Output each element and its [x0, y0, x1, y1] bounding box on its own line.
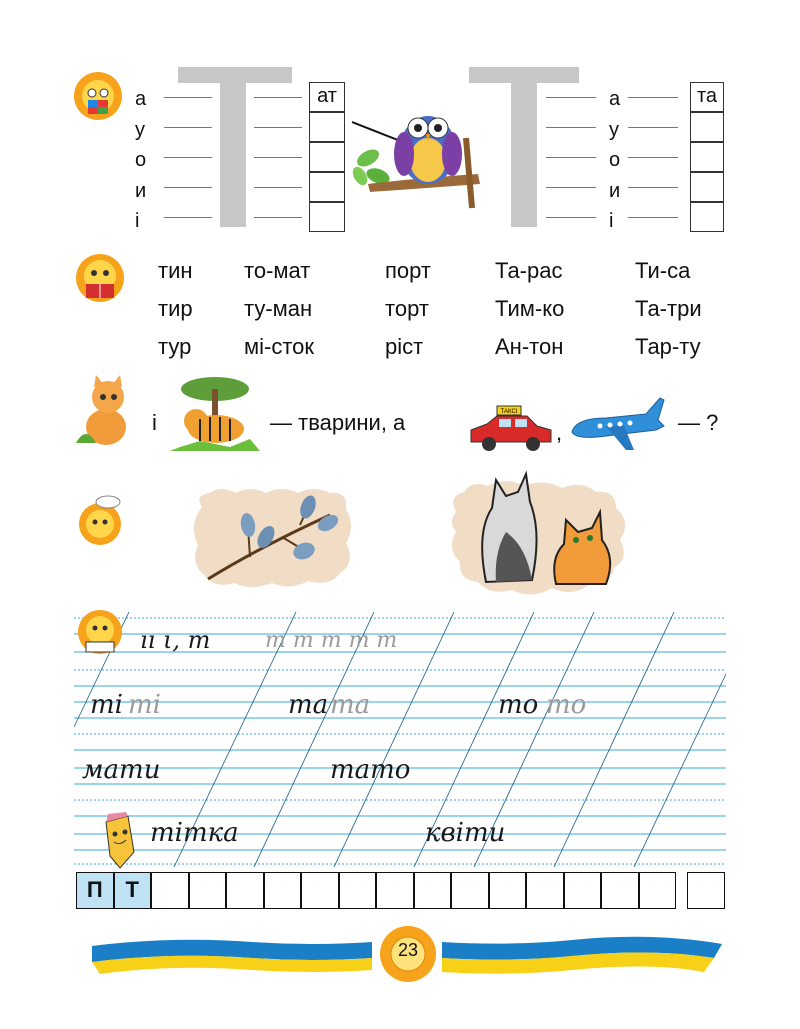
letter-cell[interactable]	[489, 872, 527, 909]
letter-cell[interactable]	[451, 872, 489, 909]
answer-box[interactable]	[309, 172, 345, 202]
reading-column	[244, 252, 314, 366]
answer-box[interactable]	[309, 112, 345, 142]
taxi-car-illustration	[467, 404, 555, 456]
letter-cell[interactable]	[376, 872, 414, 909]
riddle-ending: — ?	[678, 410, 719, 435]
left-vowel-column	[135, 84, 146, 237]
reading-word: Та-рас	[495, 258, 563, 283]
riddle-text: — тварини, а	[270, 410, 406, 435]
reading-word: ріст	[385, 334, 424, 359]
sun-mascot-thinking-icon	[74, 494, 126, 546]
reading-word: Тар-ту	[635, 334, 701, 359]
reading-word: тир	[158, 296, 193, 321]
vowel: о	[135, 149, 147, 171]
owl-on-branch-illustration	[348, 88, 490, 220]
reading-word: тур	[158, 334, 192, 359]
reading-word: тин	[158, 258, 193, 283]
cats-picture	[446, 462, 638, 608]
pussy-willow-picture	[190, 487, 355, 589]
reading-column	[635, 252, 702, 366]
vowel: а	[609, 88, 621, 110]
big-letter-t-stem	[511, 67, 537, 227]
cursive-syllable-trace: ті	[128, 690, 161, 720]
vowel: у	[135, 118, 145, 141]
reading-column	[385, 252, 431, 366]
answer-box[interactable]	[309, 202, 345, 232]
letter-cell[interactable]	[151, 872, 189, 909]
reading-column	[495, 252, 564, 366]
letter-cell[interactable]: П	[76, 872, 114, 909]
answer-box[interactable]: та	[690, 82, 724, 112]
cursive-word: квіти	[425, 818, 506, 848]
letter-cell[interactable]	[189, 872, 227, 909]
letter-cell[interactable]	[639, 872, 677, 909]
cursive-word: мати	[82, 755, 161, 785]
sun-mascot-writing-icon	[76, 608, 124, 656]
letter-cell[interactable]	[264, 872, 302, 909]
vowel: а	[135, 88, 147, 110]
pencil-mascot-icon	[98, 812, 140, 870]
sun-mascot-cube-icon	[72, 70, 124, 122]
vowel: і	[609, 210, 614, 232]
answer-box[interactable]	[690, 172, 724, 202]
cursive-sample-letters: ıı ι, т	[140, 626, 211, 654]
answer-box[interactable]	[690, 202, 724, 232]
reading-word: Ан-тон	[495, 334, 564, 359]
reading-word: порт	[385, 258, 431, 283]
cursive-syllable: то	[498, 690, 539, 720]
riddle-connector: і	[152, 410, 157, 435]
svg-text:ТАКСІ: ТАКСІ	[500, 409, 518, 415]
letter-cell[interactable]: Т	[114, 872, 152, 909]
answer-box[interactable]	[690, 112, 724, 142]
tiger-illustration	[170, 375, 260, 451]
page-number: 23	[397, 940, 419, 960]
answer-box[interactable]: ат	[309, 82, 345, 112]
cursive-syllable-trace: та	[330, 690, 371, 720]
answer-box[interactable]	[690, 142, 724, 172]
letter-cell[interactable]	[564, 872, 602, 909]
letter-cell[interactable]	[339, 872, 377, 909]
big-letter-t-stem	[220, 67, 246, 227]
reading-column	[158, 252, 193, 366]
sun-mascot-reading-icon	[74, 252, 126, 304]
cursive-syllable-trace: то	[546, 690, 587, 720]
reading-word: ту-ман	[244, 296, 313, 321]
reading-word: то-мат	[244, 258, 311, 283]
cursive-trace-letters: т т т т т	[265, 628, 398, 653]
riddle-comma: ,	[556, 420, 563, 445]
reading-word: Тим-ко	[495, 296, 565, 321]
vowel: у	[609, 118, 619, 141]
reading-word: Ти-са	[635, 258, 691, 283]
reading-word: торт	[385, 296, 429, 321]
vowel: и	[609, 179, 621, 202]
cursive-word: тато	[330, 755, 411, 785]
letter-cell[interactable]	[526, 872, 564, 909]
letter-cell[interactable]	[687, 872, 725, 909]
reading-word: мі-сток	[244, 334, 315, 359]
vowel: о	[609, 149, 621, 171]
answer-box[interactable]	[309, 142, 345, 172]
kitten-illustration	[76, 375, 136, 447]
letter-cell[interactable]	[601, 872, 639, 909]
letter-cell[interactable]	[226, 872, 264, 909]
airplane-illustration	[566, 392, 666, 456]
letter-cell[interactable]	[301, 872, 339, 909]
vowel: і	[135, 210, 140, 232]
cursive-syllable: та	[288, 690, 329, 720]
letter-cell[interactable]	[414, 872, 452, 909]
cursive-syllable: ті	[90, 690, 123, 720]
cursive-word: тітка	[150, 818, 239, 848]
reading-word: Та-три	[635, 296, 702, 321]
vowel: и	[135, 179, 147, 202]
right-vowel-column	[609, 84, 620, 237]
